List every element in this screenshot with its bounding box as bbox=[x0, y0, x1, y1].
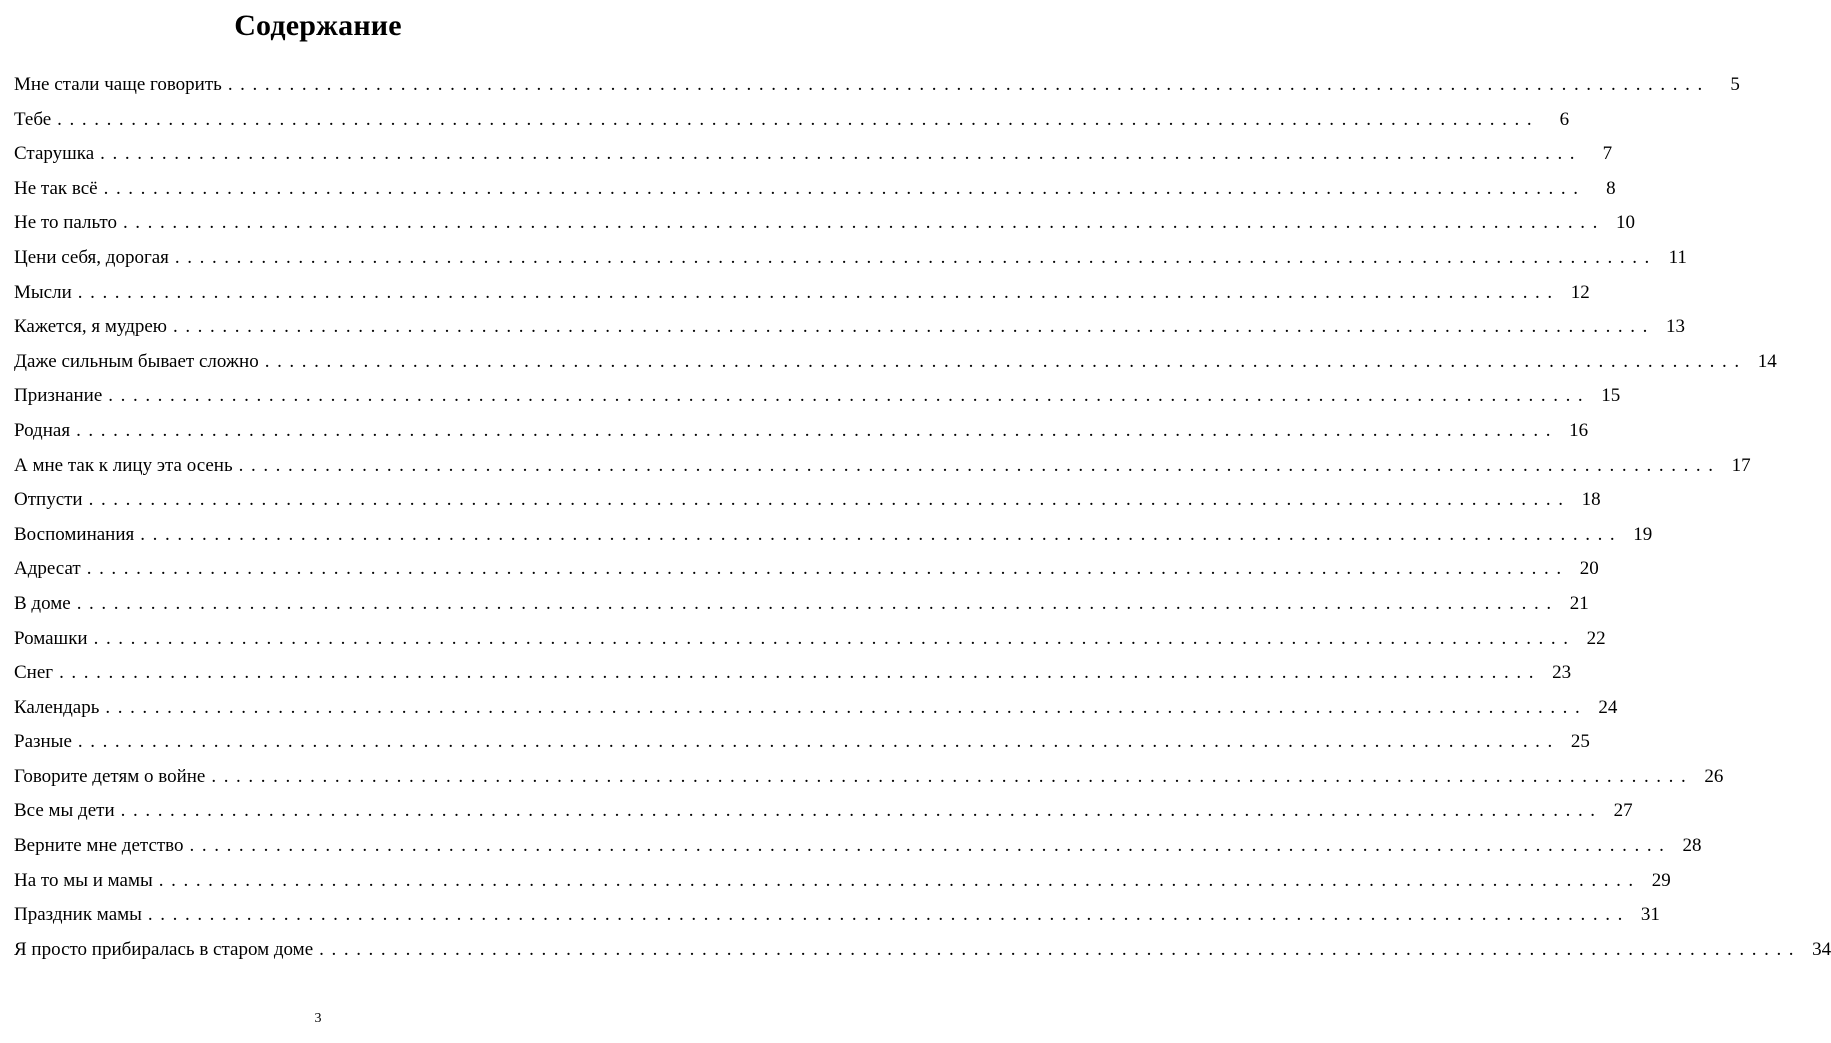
toc-entry-title: Праздник мамы bbox=[14, 904, 142, 926]
toc-entry bbox=[14, 518, 1653, 553]
dot-leader: ........................................................................................................................ bbox=[86, 558, 1569, 580]
dot-leader: ........................................................................................................................ bbox=[88, 489, 1571, 511]
dot-leader: ........................................................................................................................ bbox=[147, 904, 1630, 926]
toc-entry-title: Все мы дети bbox=[14, 800, 115, 822]
toc-entry-title: Даже сильным бывает сложно bbox=[14, 350, 259, 372]
toc-entry-page: 6 bbox=[1559, 108, 1570, 130]
toc-entry-page: 29 bbox=[1651, 869, 1671, 891]
toc-entry-page: 17 bbox=[1731, 454, 1751, 476]
toc-entry bbox=[14, 137, 1613, 172]
dot-leader: ........................................................................................................................ bbox=[189, 835, 1672, 857]
toc-entry-title: Верните мне детство bbox=[14, 835, 184, 857]
toc-entry-title: Не то пальто bbox=[14, 212, 117, 234]
toc-entry-title: Признание bbox=[14, 385, 103, 407]
page-number: 3 bbox=[314, 1011, 322, 1026]
toc-entry-page: 8 bbox=[1606, 177, 1616, 199]
dot-leader: ........................................................................................................................ bbox=[93, 627, 1576, 649]
dot-leader: ........................................................................................................................ bbox=[227, 74, 1710, 95]
toc-entry-title: Отпусти bbox=[14, 489, 83, 511]
toc-entry bbox=[14, 933, 1831, 968]
toc-entry bbox=[14, 725, 1590, 760]
dot-leader: ........................................................................................................................ bbox=[140, 523, 1623, 545]
toc-entry bbox=[14, 103, 1570, 138]
toc-entry-page: 26 bbox=[1704, 765, 1724, 787]
toc-entry-page: 12 bbox=[1570, 281, 1590, 303]
toc-entry-title: А мне так к лицу эта осень bbox=[14, 454, 233, 476]
toc-entry-title: Старушка bbox=[14, 143, 95, 165]
toc-entry-page: 10 bbox=[1615, 212, 1635, 234]
toc-entry-title: Тебе bbox=[14, 108, 52, 130]
toc-entry bbox=[14, 414, 1589, 449]
toc-entry-title: Воспоминания bbox=[14, 523, 135, 545]
toc-entry-page: 16 bbox=[1569, 419, 1589, 441]
toc-entry bbox=[14, 449, 1751, 484]
toc-entry-page: 23 bbox=[1552, 662, 1572, 684]
toc-entry-title: Мне стали чаще говорить bbox=[14, 74, 222, 95]
toc-entry-title: Снег bbox=[14, 662, 54, 684]
toc-entry bbox=[14, 241, 1687, 276]
page-title: Содержание bbox=[234, 9, 402, 42]
dot-leader: ........................................................................................................................ bbox=[264, 350, 1747, 372]
toc-entry-page: 14 bbox=[1757, 350, 1777, 372]
toc-entry bbox=[14, 898, 1660, 933]
dot-leader: ........................................................................................................................ bbox=[238, 454, 1721, 476]
dot-leader: ........................................................................................................................ bbox=[174, 246, 1657, 268]
toc-entry-page: 21 bbox=[1569, 592, 1589, 614]
dot-leader: ........................................................................................................................ bbox=[158, 869, 1641, 891]
toc-entry bbox=[14, 691, 1618, 726]
toc-entry bbox=[14, 552, 1599, 587]
toc-entry bbox=[14, 310, 1685, 345]
toc-entry-page: 19 bbox=[1633, 523, 1653, 545]
dot-leader: ........................................................................................................................ bbox=[211, 765, 1694, 787]
dot-leader: ........................................................................................................................ bbox=[57, 108, 1540, 130]
dot-leader: ........................................................................................................................ bbox=[172, 316, 1655, 338]
toc-entry-title: Адресат bbox=[14, 558, 81, 580]
toc-entry bbox=[14, 276, 1590, 311]
toc-entry-title: Разные bbox=[14, 731, 72, 753]
toc-entry-page: 25 bbox=[1570, 731, 1590, 753]
toc-entry-page: 20 bbox=[1579, 558, 1599, 580]
toc-entry-title: Не так всё bbox=[14, 177, 98, 199]
toc-entry-title: Я просто прибиралась в старом доме bbox=[14, 938, 314, 960]
toc-entry bbox=[14, 587, 1589, 622]
toc-entry bbox=[14, 829, 1702, 864]
toc-entry-title: Цени себя, дорогая bbox=[14, 246, 169, 268]
dot-leader: ........................................................................................................................ bbox=[122, 212, 1605, 234]
toc-entry bbox=[14, 379, 1621, 414]
dot-leader: ........................................................................................................................ bbox=[103, 177, 1586, 199]
toc-entry-page: 15 bbox=[1601, 385, 1621, 407]
toc-entry-page: 7 bbox=[1602, 143, 1613, 165]
toc-entry-title: Календарь bbox=[14, 696, 100, 718]
toc-entry bbox=[14, 622, 1606, 657]
table-of-contents bbox=[14, 68, 1831, 967]
toc-entry bbox=[14, 794, 1633, 829]
toc-entry-title: Кажется, я мудрею bbox=[14, 316, 167, 338]
toc-entry-title: Ромашки bbox=[14, 627, 88, 649]
toc-entry-page: 24 bbox=[1598, 696, 1618, 718]
toc-entry-page: 18 bbox=[1581, 489, 1601, 511]
dot-leader: ........................................................................................................................ bbox=[100, 143, 1583, 165]
dot-leader: ........................................................................................................................ bbox=[120, 800, 1603, 822]
toc-entry-title: Мысли bbox=[14, 281, 72, 303]
dot-leader: ........................................................................................................................ bbox=[77, 281, 1560, 303]
toc-entry-page: 27 bbox=[1613, 800, 1633, 822]
dot-leader: ........................................................................................................................ bbox=[77, 731, 1560, 753]
toc-entry bbox=[14, 760, 1724, 795]
toc-entry-page: 28 bbox=[1682, 835, 1702, 857]
toc-entry-title: Родная bbox=[14, 419, 71, 441]
toc-entry-page: 13 bbox=[1665, 316, 1685, 338]
toc-entry bbox=[14, 68, 1740, 103]
toc-entry bbox=[14, 206, 1635, 241]
toc-entry-title: Говорите детям о войне bbox=[14, 765, 206, 787]
dot-leader: ........................................................................................................................ bbox=[319, 938, 1802, 960]
dot-leader: ........................................................................................................................ bbox=[76, 592, 1559, 614]
toc-entry-title: В доме bbox=[14, 592, 71, 614]
toc-entry bbox=[14, 656, 1572, 691]
toc-entry-page: 34 bbox=[1812, 938, 1831, 960]
dot-leader: ........................................................................................................................ bbox=[76, 419, 1559, 441]
toc-entry bbox=[14, 483, 1601, 518]
toc-entry-page: 5 bbox=[1730, 74, 1740, 95]
toc-entry-page: 31 bbox=[1640, 904, 1660, 926]
toc-entry-page: 11 bbox=[1668, 246, 1687, 268]
dot-leader: ........................................................................................................................ bbox=[59, 662, 1542, 684]
toc-entry bbox=[14, 172, 1616, 207]
toc-entry bbox=[14, 864, 1671, 899]
toc-entry bbox=[14, 345, 1777, 380]
dot-leader: ........................................................................................................................ bbox=[105, 696, 1588, 718]
toc-entry-title: На то мы и мамы bbox=[14, 869, 153, 891]
toc-entry-page: 22 bbox=[1586, 627, 1606, 649]
dot-leader: ........................................................................................................................ bbox=[108, 385, 1591, 407]
